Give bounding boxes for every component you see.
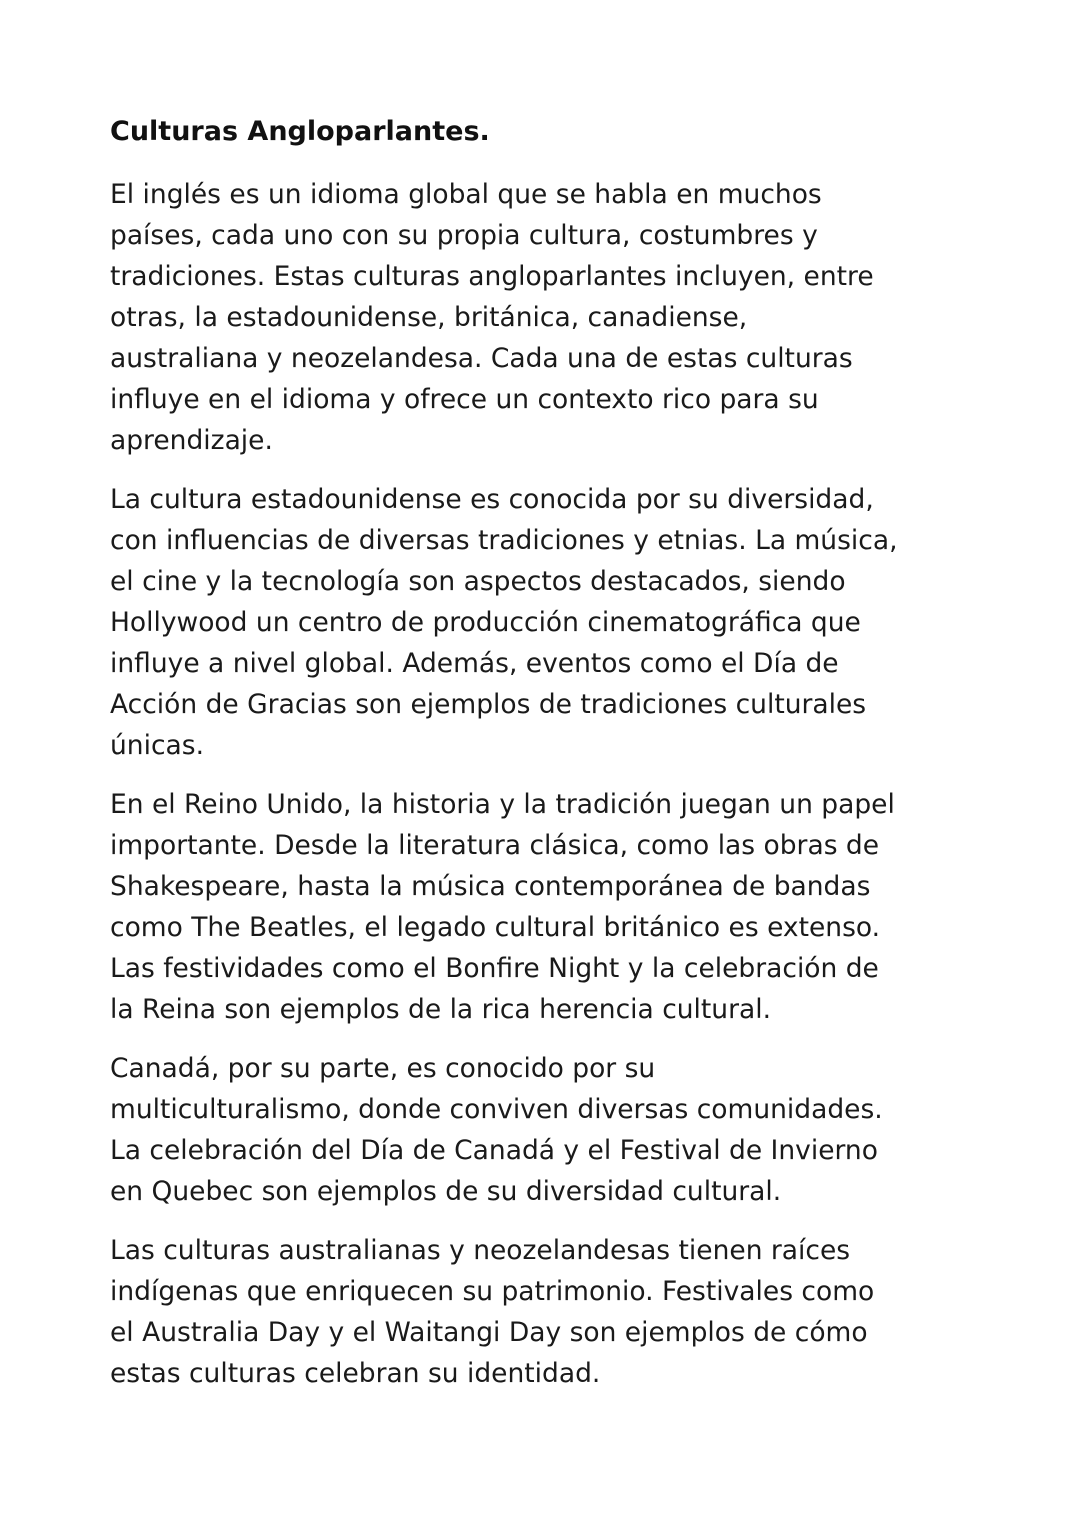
document-title: Culturas Angloparlantes. (110, 116, 490, 147)
paragraph-line: el Australia Day y el Waitangi Day son ejemplos de cómo (110, 1317, 868, 1348)
paragraph-line: Canadá, por su parte, es conocido por su (110, 1053, 656, 1084)
paragraph-line: en Quebec son ejemplos de su diversidad cultural. (110, 1176, 782, 1207)
paragraph-line: la Reina son ejemplos de la rica herencia cultural. (110, 994, 772, 1025)
paragraph-line: tradiciones. Estas culturas angloparlantes incluyen, entre (110, 261, 874, 292)
paragraph-line: influye en el idioma y ofrece un contexto rico para su (110, 384, 819, 415)
paragraph-canada (110, 1048, 970, 1212)
paragraph-line: multiculturalismo, donde conviven diversas comunidades. (110, 1094, 883, 1125)
paragraph-line: influye a nivel global. Además, eventos como el Día de (110, 648, 839, 679)
paragraph-line: importante. Desde la literatura clásica, como las obras de (110, 830, 880, 861)
paragraph-line: con influencias de diversas tradiciones y etnias. La música, (110, 525, 898, 556)
paragraph-line: Shakespeare, hasta la música contemporánea de bandas (110, 871, 871, 902)
paragraph-line: El inglés es un idioma global que se habla en muchos (110, 179, 822, 210)
paragraph-uk (110, 784, 970, 1030)
paragraph-line: australiana y neozelandesa. Cada una de estas culturas (110, 343, 853, 374)
paragraph-intro (110, 174, 970, 461)
paragraph-line: Acción de Gracias son ejemplos de tradiciones culturales (110, 689, 867, 720)
paragraph-line: Las culturas australianas y neozelandesas tienen raíces (110, 1235, 851, 1266)
paragraph-oceania (110, 1230, 970, 1394)
paragraph-line: Las festividades como el Bonfire Night y la celebración de (110, 953, 879, 984)
paragraph-line: La celebración del Día de Canadá y el Festival de Invierno (110, 1135, 878, 1166)
paragraph-line: países, cada uno con su propia cultura, costumbres y (110, 220, 818, 251)
paragraph-line: estas culturas celebran su identidad. (110, 1358, 601, 1389)
paragraph-line: En el Reino Unido, la historia y la tradición juegan un papel (110, 789, 895, 820)
paragraph-line: La cultura estadounidense es conocida por su diversidad, (110, 484, 874, 515)
paragraph-line: indígenas que enriquecen su patrimonio. Festivales como (110, 1276, 875, 1307)
paragraph-usa (110, 479, 970, 766)
paragraph-line: únicas. (110, 730, 204, 761)
paragraph-line: Hollywood un centro de producción cinematográfica que (110, 607, 861, 638)
paragraph-line: otras, la estadounidense, británica, canadiense, (110, 302, 748, 333)
paragraph-line: el cine y la tecnología son aspectos destacados, siendo (110, 566, 846, 597)
paragraph-line: aprendizaje. (110, 425, 273, 456)
paragraph-line: como The Beatles, el legado cultural británico es extenso. (110, 912, 881, 943)
